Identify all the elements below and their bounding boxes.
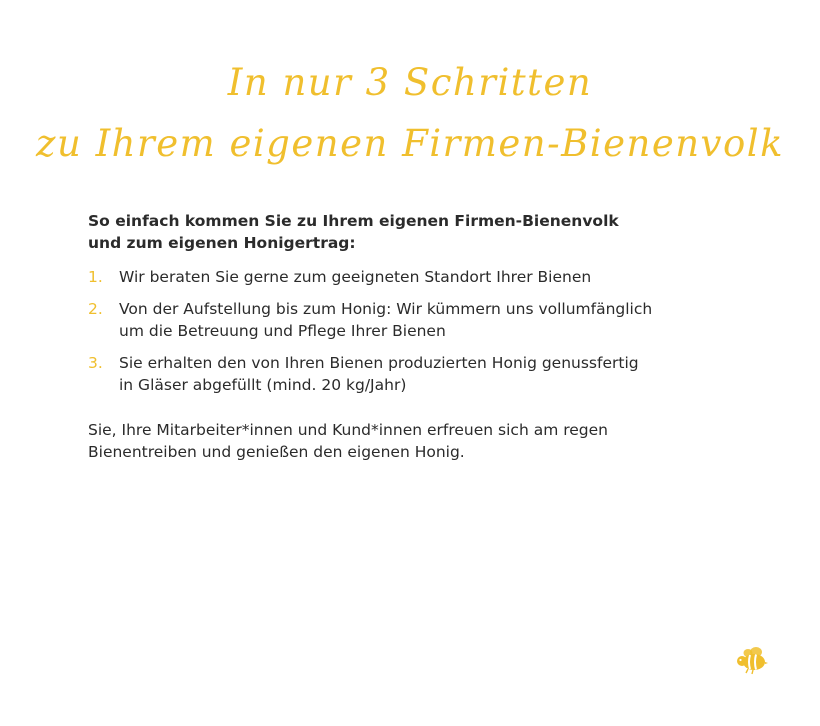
bee-icon [734, 645, 768, 675]
intro-line-2: und zum eigenen Honigertrag: [88, 234, 356, 252]
closing-text [88, 419, 728, 463]
step-text-line-1: Wir beraten Sie gerne zum geeigneten Standort Ihrer Bienen [119, 268, 592, 286]
page-title [0, 52, 820, 174]
steps-list [88, 266, 728, 396]
step-item-1 [88, 266, 728, 288]
step-text-line-2: in Gläser abgefüllt (mind. 20 kg/Jahr) [119, 376, 407, 394]
closing-line-2: Bienentreiben und genießen den eigenen Honig. [88, 443, 465, 461]
step-number: 2. [88, 300, 103, 318]
page-title-line-2: zu Ihrem eigenen Firmen-Bienenvolk [35, 122, 784, 165]
step-number: 1. [88, 268, 103, 286]
step-text-line-1: Sie erhalten den von Ihren Bienen produzierten Honig genussfertig [119, 354, 639, 372]
intro-line-1: So einfach kommen Sie zu Ihrem eigenen Firmen-Bienenvolk [88, 212, 619, 230]
closing-line-1: Sie, Ihre Mitarbeiter*innen und Kund*innen erfreuen sich am regen [88, 421, 608, 439]
step-number: 3. [88, 354, 103, 372]
intro-text [88, 210, 728, 254]
main-content [88, 210, 728, 463]
step-item-3 [88, 352, 728, 396]
step-item-2 [88, 298, 728, 342]
step-text-line-2: um die Betreuung und Pflege Ihrer Bienen [119, 322, 446, 340]
step-text-line-1: Von der Aufstellung bis zum Honig: Wir kümmern uns vollumfänglich [119, 300, 653, 318]
page-title-line-1: In nur 3 Schritten [227, 61, 593, 104]
